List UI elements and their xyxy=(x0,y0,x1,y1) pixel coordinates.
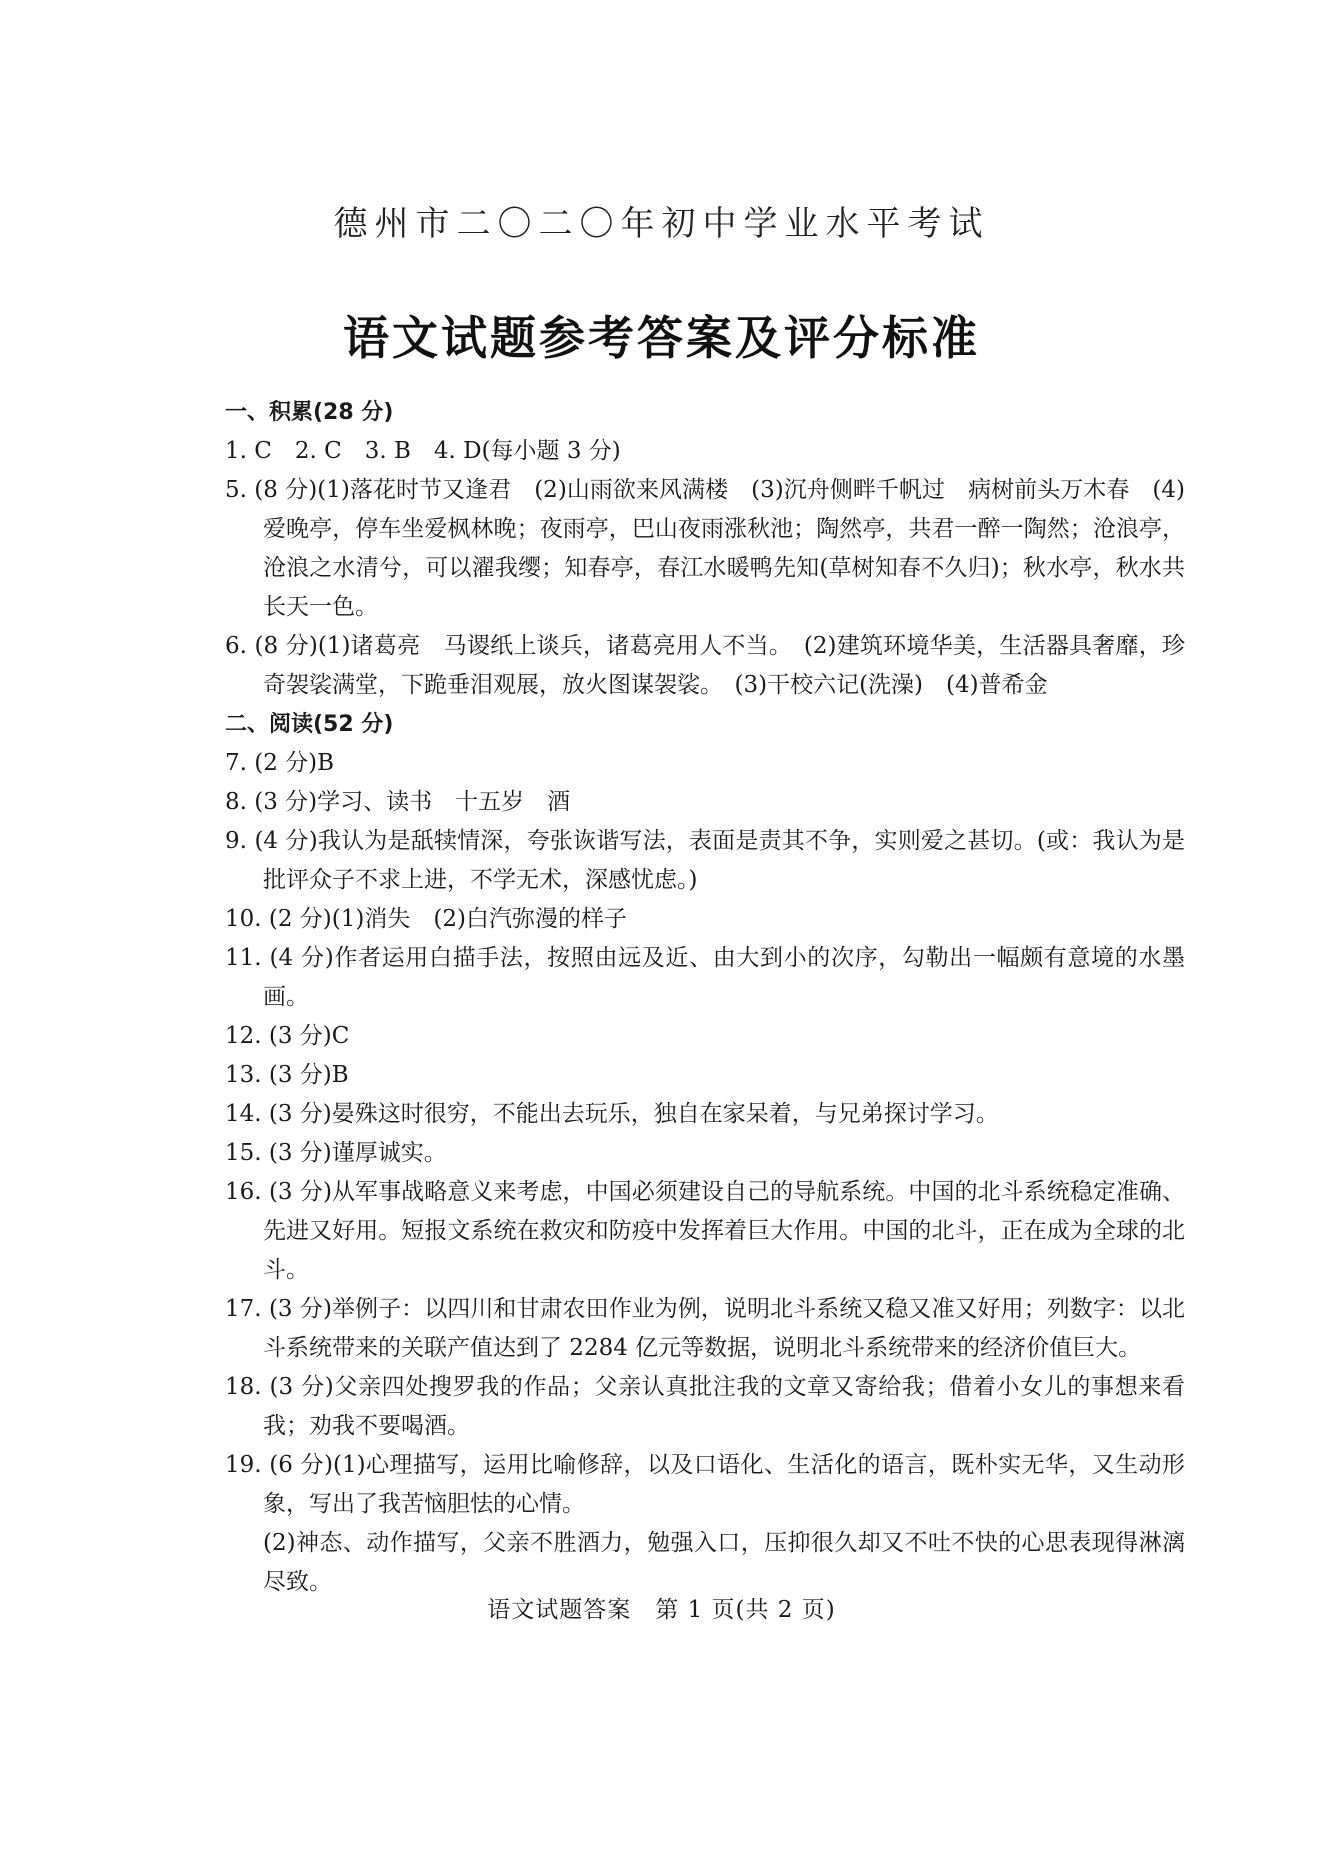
answer-9: 9. (4 分)我认为是舐犊情深，夸张诙谐写法，表面是责其不争，实则爱之甚切。(或：我认为是批评众子不求上进，不学无术，深感忧虑。) xyxy=(225,828,1185,893)
answer-15: 15. (3 分)谨厚诚实。 xyxy=(225,1140,447,1166)
answer-5: 5. (8 分)(1)落花时节又逢君 (2)山雨欲来风满楼 (3)沉舟侧畔千帆过 病树前头万木春 (4)爱晚亭，停车坐爱枫林晚；夜雨亭，巴山夜雨涨秋池；陶然亭，共君一醉一陶然；沧浪亭，沧浪之水清兮，可以濯我缨；知春亭，春江水暖鸭先知(草树知春不久归)；秋水亭，秋水共长天一色。 xyxy=(225,477,1185,620)
page-footer: 语文试题答案 第 1 页(共 2 页) xyxy=(487,1597,836,1623)
exam-header: 德州市二〇二〇年初中学业水平考试 xyxy=(333,204,990,244)
answer-18: 18. (3 分)父亲四处搜罗我的作品；父亲认真批注我的文章又寄给我；借着小女儿的事想来看我；劝我不要喝酒。 xyxy=(225,1374,1185,1439)
answer-16: 16. (3 分)从军事战略意义来考虑，中国必须建设自己的导航系统。中国的北斗系统稳定准确、先进又好用。短报文系统在救灾和防疫中发挥着巨大作用。中国的北斗，正在成为全球的北斗。 xyxy=(225,1179,1185,1283)
answer-8: 8. (3 分)学习、读书 十五岁 酒 xyxy=(225,789,571,815)
answer-19-part-1: 19. (6 分)(1)心理描写，运用比喻修辞，以及口语化、生活化的语言，既朴实无华，又生动形象，写出了我苦恼胆怯的心情。 xyxy=(225,1452,1185,1517)
answer-17: 17. (3 分)举例子：以四川和甘肃农田作业为例，说明北斗系统又稳又准又好用；列数字：以北斗系统带来的关联产值达到了 2284 亿元等数据，说明北斗系统带来的经济价值巨大。 xyxy=(225,1296,1185,1361)
answer-19-part-2: (2)神态、动作描写，父亲不胜酒力，勉强入口，压抑很久却又不吐不快的心思表现得淋漓尽致。 xyxy=(263,1530,1185,1595)
answer-1-4: 1. C 2. C 3. B 4. D(每小题 3 分) xyxy=(225,438,621,464)
answer-14: 14. (3 分)晏殊这时很穷，不能出去玩乐，独自在家呆着，与兄弟探讨学习。 xyxy=(225,1101,999,1127)
section-heading-reading: 二、阅读(52 分) xyxy=(225,712,394,737)
answer-12: 12. (3 分)C xyxy=(225,1023,350,1049)
document-title: 语文试题参考答案及评分标准 xyxy=(343,311,980,365)
answer-10: 10. (2 分)(1)消失 (2)白汽弥漫的样子 xyxy=(225,906,627,932)
answer-6: 6. (8 分)(1)诸葛亮 马谡纸上谈兵，诸葛亮用人不当。 (2)建筑环境华美，生活器具奢靡，珍奇袈裟满堂，下跪垂泪观展，放火图谋袈裟。 (3)干校六记(洗澡) (4)普希金 xyxy=(225,633,1185,698)
answer-13: 13. (3 分)B xyxy=(225,1062,349,1088)
section-heading-accumulation: 一、积累(28 分) xyxy=(225,400,394,425)
answer-11: 11. (4 分)作者运用白描手法，按照由远及近、由大到小的次序，勾勒出一幅颇有意境的水墨画。 xyxy=(225,945,1185,1010)
answer-7: 7. (2 分)B xyxy=(225,750,335,776)
answer-body xyxy=(225,393,1185,1602)
